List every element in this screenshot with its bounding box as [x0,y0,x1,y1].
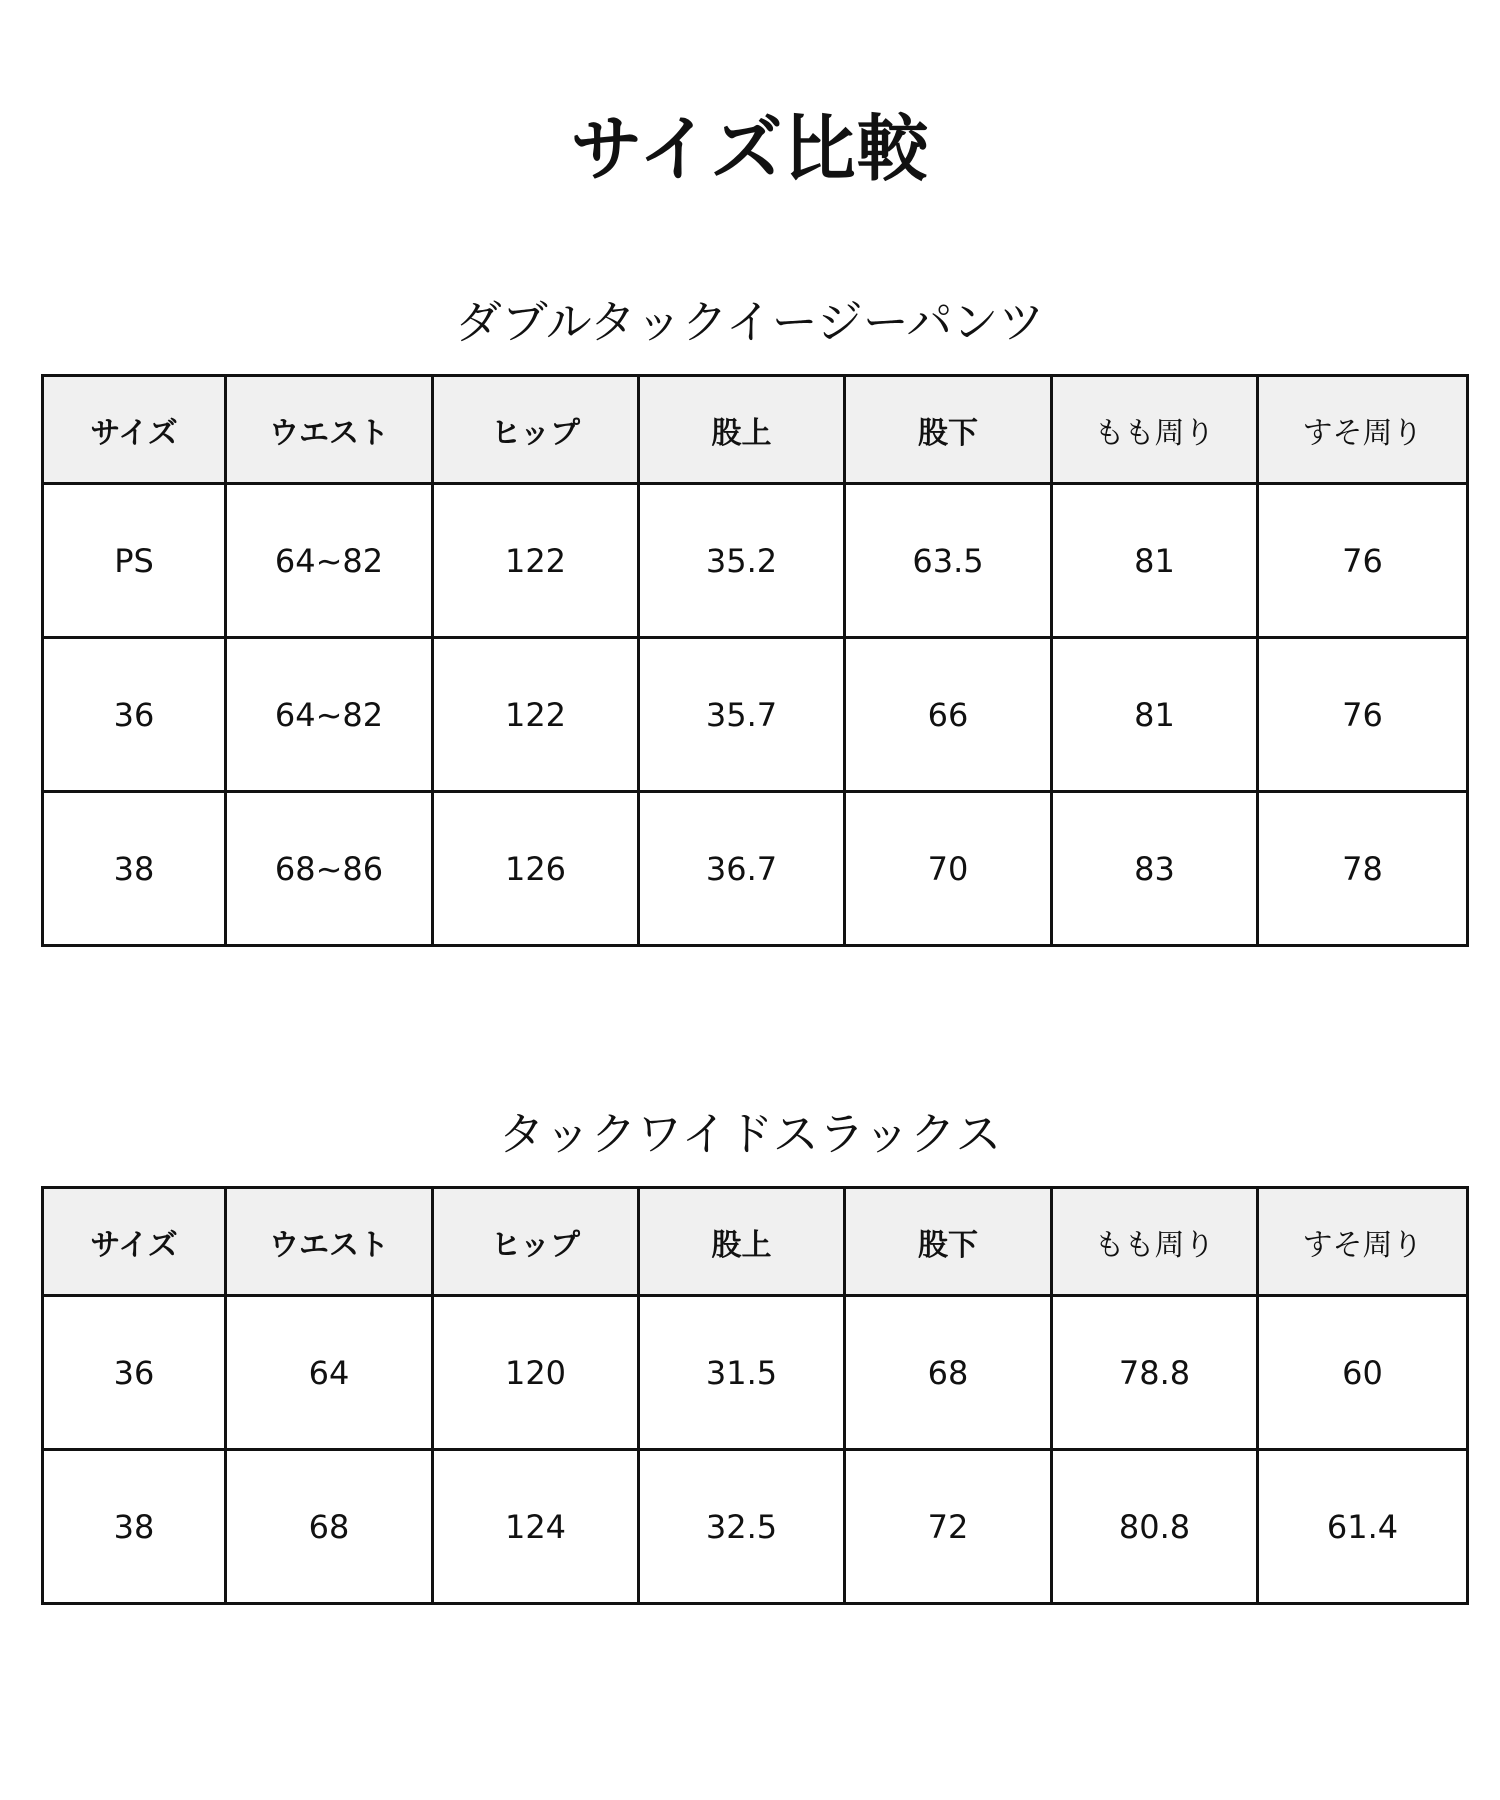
table-cell: 64~82 [226,484,433,638]
column-header-size: サイズ [43,1188,226,1296]
table-cell: 124 [433,1450,639,1604]
column-header-hem: すそ周り [1258,376,1468,484]
table-cell: 36.7 [639,792,845,946]
table-cell: 31.5 [639,1296,845,1450]
table-cell: 120 [433,1296,639,1450]
table-cell: 78.8 [1052,1296,1258,1450]
column-header-rise: 股上 [639,1188,845,1296]
column-header-inseam: 股下 [845,1188,1052,1296]
table-row [43,638,1468,792]
size-table-double-tuck-easy-pants [41,374,1469,947]
table-cell: 122 [433,638,639,792]
column-header-waist: ウエスト [226,1188,433,1296]
table-cell: 38 [43,792,226,946]
table-cell: 60 [1258,1296,1468,1450]
column-header-inseam: 股下 [845,376,1052,484]
table-cell: 63.5 [845,484,1052,638]
table-cell: 38 [43,1450,226,1604]
table-cell: 36 [43,638,226,792]
table-row [43,1296,1468,1450]
table-cell: 66 [845,638,1052,792]
table-cell: 36 [43,1296,226,1450]
table-cell: 32.5 [639,1450,845,1604]
table-row [43,484,1468,638]
table-cell: 35.7 [639,638,845,792]
table-cell: 83 [1052,792,1258,946]
section-title-tuck-wide-slacks: タックワイドスラックス [498,1107,1002,1161]
column-header-size: サイズ [43,376,226,484]
table-cell: 70 [845,792,1052,946]
table-cell: 68~86 [226,792,433,946]
table-cell: 61.4 [1258,1450,1468,1604]
table-cell: 81 [1052,638,1258,792]
table-cell: 64 [226,1296,433,1450]
table-cell: 72 [845,1450,1052,1604]
table-cell: 80.8 [1052,1450,1258,1604]
size-table-tuck-wide-slacks [41,1186,1469,1605]
column-header-hem: すそ周り [1258,1188,1468,1296]
table-row [43,1450,1468,1604]
column-header-hip: ヒップ [433,1188,639,1296]
table-header-row [43,376,1468,484]
column-header-rise: 股上 [639,376,845,484]
table-cell: 68 [226,1450,433,1604]
table-header-row [43,1188,1468,1296]
table-cell: 81 [1052,484,1258,638]
column-header-hip: ヒップ [433,376,639,484]
table-cell: 76 [1258,638,1468,792]
column-header-thigh: もも周り [1052,376,1258,484]
table-row [43,792,1468,946]
table-cell: 35.2 [639,484,845,638]
table-cell: 68 [845,1296,1052,1450]
column-header-thigh: もも周り [1052,1188,1258,1296]
table-cell: 126 [433,792,639,946]
table-cell: PS [43,484,226,638]
table-cell: 122 [433,484,639,638]
column-header-waist: ウエスト [226,376,433,484]
table-cell: 76 [1258,484,1468,638]
table-cell: 78 [1258,792,1468,946]
section-title-double-tuck-easy-pants: ダブルタックイージーパンツ [455,295,1045,349]
table-cell: 64~82 [226,638,433,792]
page-title: サイズ比較 [570,107,930,191]
